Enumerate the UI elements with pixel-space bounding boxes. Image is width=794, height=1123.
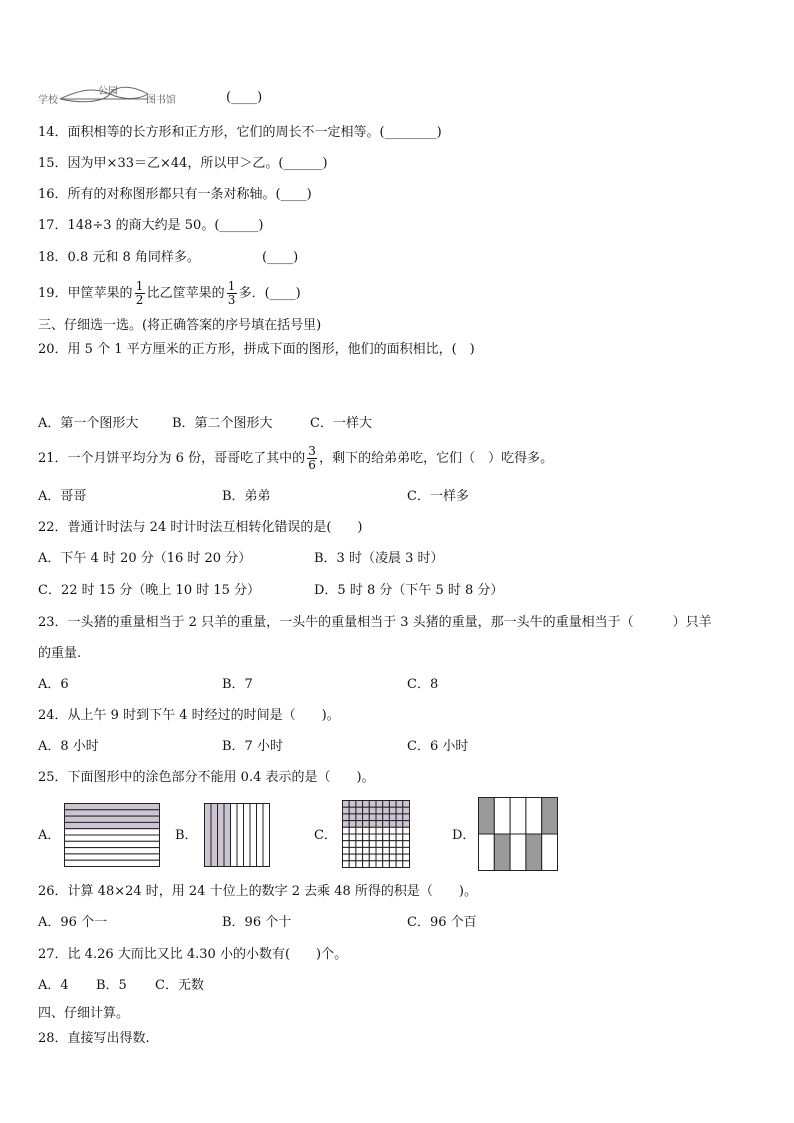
grid-cell (383, 841, 390, 848)
grid-cell (363, 821, 370, 828)
q25-figure-d (478, 797, 558, 871)
q16 (38, 187, 312, 203)
grid-cell (369, 834, 376, 841)
fraction-cell (542, 834, 558, 871)
grid-cell (389, 847, 396, 854)
grid-cell (376, 847, 383, 854)
q15-text: 因为甲×33＝乙×44，所以甲＞乙。(______) (67, 156, 328, 171)
grid-cell (356, 854, 363, 861)
grid-cell (343, 827, 350, 834)
fraction-cell (494, 798, 510, 835)
grid-cell (403, 847, 410, 854)
q21-part1: 21．一个月饼平均分为 6 份，哥哥吃了其中的 (38, 451, 306, 466)
grid-cell (376, 841, 383, 848)
q15-number: 15． (38, 156, 68, 171)
grid-cell (369, 814, 376, 821)
grid-cell (383, 834, 390, 841)
fraction-cell (510, 798, 526, 835)
q17 (38, 218, 263, 234)
q21-option-b: B．弟弟 (222, 489, 271, 504)
q21-option-a: A．哥哥 (38, 489, 87, 504)
q23-option-c: C．8 (407, 677, 439, 692)
fraction-numerator: 1 (135, 279, 144, 293)
q23-option-b: B．7 (222, 677, 253, 692)
strip-cell (231, 804, 238, 867)
grid-cell (396, 841, 403, 848)
q27-option-b: B．5 (96, 978, 127, 993)
strip-cell (65, 835, 160, 841)
grid-cell (376, 861, 383, 868)
q27-stem: 27．比 4.26 大而比又比 4.30 小的小数有( )个。 (38, 947, 348, 962)
fraction-one-half (135, 280, 145, 307)
strip-cell (65, 810, 160, 816)
q14-number: 14． (38, 125, 68, 140)
fraction-cell (542, 798, 558, 835)
grid-cell (369, 807, 376, 814)
q14 (38, 125, 442, 141)
grid-cell (363, 807, 370, 814)
q26-option-c: C．96 个百 (407, 915, 477, 930)
grid-cell (396, 807, 403, 814)
grid-cell (369, 801, 376, 808)
grid-cell (349, 801, 356, 808)
strip-cell (250, 804, 257, 867)
grid-cell (349, 841, 356, 848)
grid-cell (403, 807, 410, 814)
q18 (38, 250, 200, 266)
strip-cell (65, 854, 160, 860)
grid-cell (369, 854, 376, 861)
strip-cell (218, 804, 225, 867)
grid-cell (389, 814, 396, 821)
grid-cell (389, 841, 396, 848)
grid-cell (403, 841, 410, 848)
grid-cell (349, 807, 356, 814)
strip-cell (65, 848, 160, 854)
q21 (38, 444, 553, 474)
grid-cell (383, 821, 390, 828)
grid-cell (403, 801, 410, 808)
grid-cell (369, 861, 376, 868)
grid-cell (403, 814, 410, 821)
fraction-denominator: 2 (135, 293, 144, 307)
q25-label-c: C． (314, 828, 337, 843)
fraction-denominator: 6 (308, 458, 316, 472)
grid-cell (403, 834, 410, 841)
grid-cell (363, 841, 370, 848)
grid-cell (349, 847, 356, 854)
grid-cell (383, 861, 390, 868)
grid-cell (389, 861, 396, 868)
q26-stem: 26．计算 48×24 时，用 24 十位上的数字 2 去乘 48 所得的积是（ )。 (38, 884, 478, 899)
fraction-cell (526, 834, 542, 871)
park-label: 公园 (98, 86, 118, 97)
strip-cell (205, 804, 212, 867)
q25-label-b: B． (175, 828, 198, 843)
section-4-heading: 四、仔细计算。 (38, 1006, 130, 1021)
grid-cell (369, 821, 376, 828)
q16-text: 所有的对称图形都只有一条对称轴。(____) (67, 187, 312, 202)
grid-cell (396, 827, 403, 834)
fraction-three-sixths (307, 445, 317, 472)
grid-cell (343, 834, 350, 841)
q19-part3: 多．(____) (238, 286, 301, 301)
grid-cell (383, 847, 390, 854)
grid-cell (363, 801, 370, 808)
grid-cell (383, 807, 390, 814)
q18-text: 0.8 元和 8 角同样多。 (67, 250, 200, 265)
grid-cell (343, 814, 350, 821)
q16-number: 16． (38, 187, 68, 202)
grid-cell (383, 814, 390, 821)
q18-answer: (____) (262, 250, 299, 265)
grid-cell (396, 854, 403, 861)
q22-option-a: A．下午 4 时 20 分（16 时 20 分） (38, 551, 252, 566)
grid-cell (349, 834, 356, 841)
fraction-cell (479, 798, 495, 835)
strip-cell (65, 804, 160, 810)
fraction-numerator: 1 (227, 279, 236, 293)
q18-number: 18． (38, 250, 68, 265)
q15 (38, 156, 328, 172)
grid-cell (376, 834, 383, 841)
grid-cell (363, 827, 370, 834)
grid-cell (356, 814, 363, 821)
fraction-cell (479, 834, 495, 871)
grid-cell (396, 801, 403, 808)
grid-cell (369, 827, 376, 834)
grid-cell (396, 821, 403, 828)
school-label: 学校 (38, 95, 58, 106)
grid-cell (343, 861, 350, 868)
grid-cell (403, 854, 410, 861)
q27-option-c: C．无数 (155, 978, 204, 993)
grid-cell (356, 847, 363, 854)
strip-cell (65, 829, 160, 835)
q24-stem: 24．从上午 9 时到下午 4 时经过的时间是（ )。 (38, 708, 340, 723)
grid-cell (389, 801, 396, 808)
grid-cell (396, 814, 403, 821)
q25-figure-b (204, 803, 270, 867)
grid-cell (376, 807, 383, 814)
grid-cell (376, 821, 383, 828)
q25-stem: 25．下面图形中的涂色部分不能用 0.4 表示的是（ )。 (38, 770, 375, 785)
fraction-cell (526, 798, 542, 835)
fraction-cell (494, 834, 510, 871)
grid-cell (389, 834, 396, 841)
grid-cell (363, 814, 370, 821)
grid-cell (396, 861, 403, 868)
grid-cell (356, 841, 363, 848)
strip-cell (237, 804, 244, 867)
q25-label-d: D． (452, 828, 476, 843)
grid-cell (343, 854, 350, 861)
grid-cell (363, 834, 370, 841)
strip-cell (65, 841, 160, 847)
q22-option-d: D．5 时 8 分（下午 5 时 8 分） (314, 583, 504, 598)
grid-cell (356, 834, 363, 841)
q26-option-b: B．96 个十 (222, 915, 292, 930)
grid-cell (343, 841, 350, 848)
grid-cell (383, 827, 390, 834)
q27-option-a: A．4 (38, 978, 69, 993)
strip-cell (257, 804, 264, 867)
q25-figure-a (64, 803, 160, 867)
q21-option-c: C．一样多 (407, 489, 469, 504)
strip-cell (244, 804, 251, 867)
grid-cell (363, 847, 370, 854)
q23-line1: 23．一头猪的重量相当于 2 只羊的重量，一头牛的重量相当于 3 头猪的重量，那一头牛的重量相当于（ ）只羊 (38, 615, 712, 630)
grid-cell (343, 821, 350, 828)
q13-answer: (____) (226, 90, 263, 105)
grid-cell (403, 821, 410, 828)
q22-option-c: C．22 时 15 分（晚上 10 时 15 分） (38, 583, 261, 598)
q23-option-a: A．6 (38, 677, 69, 692)
grid-cell (356, 807, 363, 814)
grid-cell (349, 814, 356, 821)
grid-cell (356, 821, 363, 828)
grid-cell (403, 827, 410, 834)
grid-cell (389, 821, 396, 828)
q20-option-c: C．一样大 (310, 416, 372, 431)
grid-cell (376, 801, 383, 808)
q26-option-a: A．96 个一 (38, 915, 108, 930)
q23-line2: 的重量. (38, 646, 82, 661)
q28-stem: 28．直接写出得数. (38, 1031, 150, 1046)
grid-cell (376, 814, 383, 821)
q19 (38, 279, 301, 309)
fraction-numerator: 3 (308, 444, 316, 458)
grid-cell (396, 847, 403, 854)
strip-cell (224, 804, 231, 867)
grid-cell (349, 827, 356, 834)
fraction-cell (510, 834, 526, 871)
grid-cell (343, 807, 350, 814)
q17-text: 148÷3 的商大约是 50。(______) (67, 218, 264, 233)
grid-cell (383, 801, 390, 808)
strip-cell (65, 860, 160, 866)
grid-cell (389, 827, 396, 834)
q24-option-b: B．7 小时 (222, 739, 283, 754)
q24-option-c: C．6 小时 (407, 739, 469, 754)
fraction-denominator: 3 (227, 293, 236, 307)
grid-cell (349, 854, 356, 861)
grid-cell (356, 801, 363, 808)
grid-cell (349, 861, 356, 868)
grid-cell (356, 861, 363, 868)
q20-option-a: A．第一个图形大 (38, 416, 139, 431)
strip-cell (65, 822, 160, 828)
q13-route-sketch (38, 82, 188, 112)
q17-number: 17． (38, 218, 68, 233)
q19-part2: 比乙筐苹果的 (146, 286, 225, 301)
q22-stem: 22．普通计时法与 24 时计时法互相转化错误的是( ) (38, 520, 363, 535)
q25-figure-c (342, 800, 410, 868)
grid-cell (343, 847, 350, 854)
library-label: 图书馆 (146, 95, 176, 106)
strip-cell (211, 804, 218, 867)
section-3-heading: 三、仔细选一选。(将正确答案的序号填在括号里) (38, 318, 322, 333)
grid-cell (369, 847, 376, 854)
q22-option-b: B．3 时（凌晨 3 时） (314, 551, 444, 566)
strip-cell (65, 816, 160, 822)
strip-cell (263, 804, 270, 867)
grid-cell (376, 854, 383, 861)
grid-cell (363, 861, 370, 868)
grid-cell (389, 807, 396, 814)
q25-label-a: A． (38, 828, 61, 843)
q14-text: 面积相等的长方形和正方形，它们的周长不一定相等。(________) (67, 125, 442, 140)
grid-cell (363, 854, 370, 861)
grid-cell (376, 827, 383, 834)
grid-cell (369, 841, 376, 848)
fraction-one-third (227, 280, 237, 307)
grid-cell (343, 801, 350, 808)
grid-cell (349, 821, 356, 828)
grid-cell (396, 834, 403, 841)
q19-number: 19． (38, 286, 68, 301)
grid-cell (389, 854, 396, 861)
grid-cell (403, 861, 410, 868)
q20-stem: 20．用 5 个 1 平方厘米的正方形，拼成下面的图形，他们的面积相比，( ) (38, 342, 475, 357)
q21-part2: ，剩下的给弟弟吃，它们（ ）吃得多。 (319, 451, 554, 466)
q20-option-b: B．第二个图形大 (172, 416, 273, 431)
grid-cell (356, 827, 363, 834)
grid-cell (383, 854, 390, 861)
q19-part1: 甲筐苹果的 (67, 286, 133, 301)
q24-option-a: A．8 小时 (38, 739, 99, 754)
